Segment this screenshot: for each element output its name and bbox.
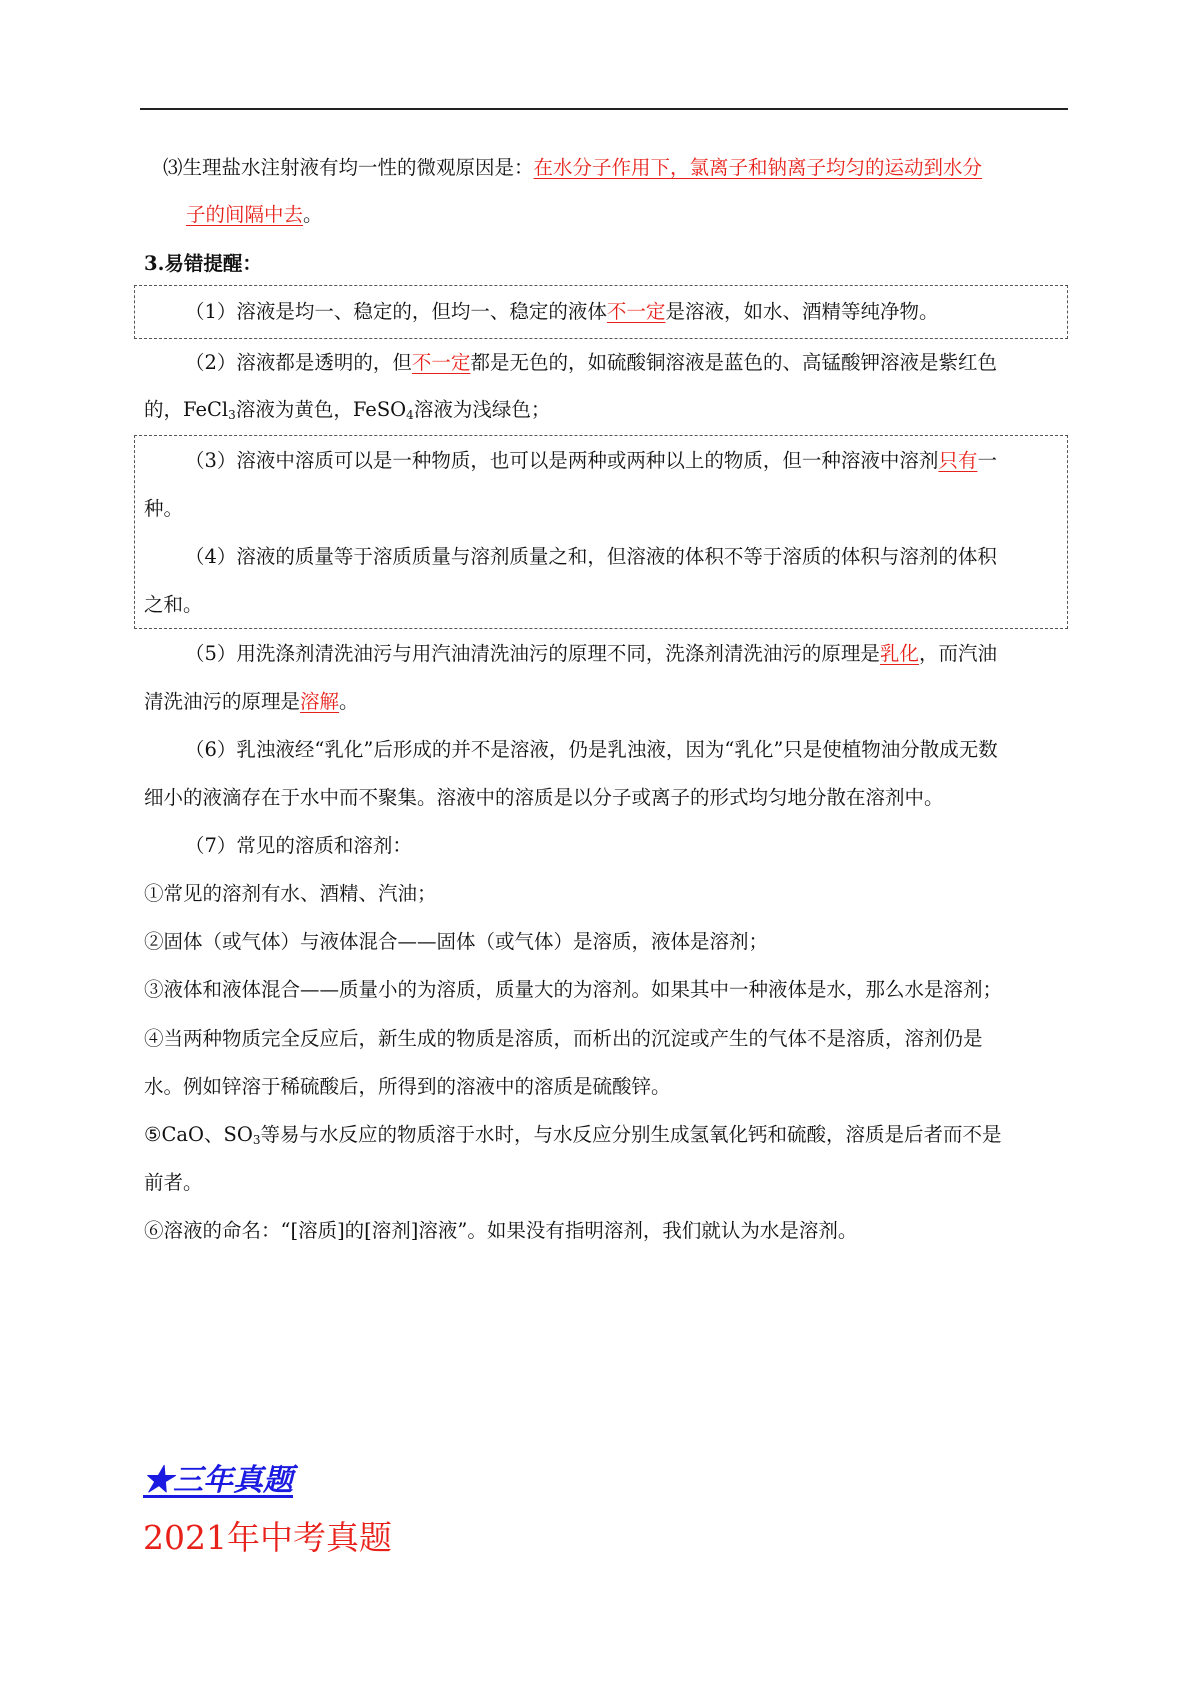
common-item-1: ①常见的溶剂有水、酒精、汽油； (144, 882, 437, 905)
common-item-5-line-1: ⑤CaO、$SO_3$等易与水反应的物质溶于水时，与水反应分别生成氢氧化钙和硫酸，溶质是后者而不是 (144, 1123, 1002, 1147)
tip-5-line-1: （5）用洗涤剂清洗油污与用汽油清洗油污的原理不同，洗涤剂清洗油污的原理是乳化，而汽油 (185, 642, 997, 665)
common-item-4-line-2: 水。例如锌溶于稀硫酸后，所得到的溶液中的溶质是硫酸锌。 (144, 1075, 671, 1098)
common-item-5-line-2: 前者。 (144, 1171, 203, 1194)
paragraph-3-line-1: ⑶生理盐水注射液有均一性的微观原因是：在水分子作用下，氯离子和钠离子均匀的运动到水分 (163, 156, 983, 179)
tip-4-line-2: 之和。 (144, 593, 203, 616)
tip-6-line-2: 细小的液滴存在于水中而不聚集。溶液中的溶质是以分子或离子的形式均匀地分散在溶剂中。 (144, 786, 944, 809)
common-item-3: ③液体和液体混合——质量小的为溶质，质量大的为溶剂。如果其中一种液体是水，那么水是溶剂； (144, 978, 1003, 1001)
common-item-4-line-1: ④当两种物质完全反应后，新生成的物质是溶质，而析出的沉淀或产生的气体不是溶质，溶剂仍是 (144, 1027, 983, 1050)
paragraph-3-line-2: 子的间隔中去。 (186, 203, 323, 226)
tip-1: （1）溶液是均一、稳定的，但均一、稳定的液体不一定是溶液，如水、酒精等纯净物。 (185, 300, 939, 323)
tip-4-line-1: （4）溶液的质量等于溶质质量与溶剂质量之和，但溶液的体积不等于溶质的体积与溶剂的体积 (185, 545, 997, 568)
section-heading-tips: 3.易错提醒： (144, 252, 262, 275)
tip-2-line-1: （2）溶液都是透明的，但不一定都是无色的，如硫酸铜溶液是蓝色的、高锰酸钾溶液是紫红色 (185, 351, 997, 374)
tip-3-line-1: （3）溶液中溶质可以是一种物质，也可以是两种或两种以上的物质，但一种溶液中溶剂只有一 (185, 449, 997, 472)
common-item-6: ⑥溶液的命名：“[溶质]的[溶剂]溶液”。如果没有指明溶剂，我们就认为水是溶剂。 (144, 1219, 858, 1242)
tip-3-line-2: 种。 (144, 497, 184, 520)
header-rule (140, 108, 1068, 110)
tip-7-title: （7）常见的溶质和溶剂： (185, 834, 412, 857)
tip-2-line-2: 的，FeCl$_3$溶液为黄色，FeSO$_4$溶液为浅绿色； (144, 398, 551, 422)
tip-5-line-2: 清洗油污的原理是溶解。 (144, 690, 359, 713)
section-title-three-year-exams: ★三年真题 (143, 1463, 293, 1498)
common-item-2: ②固体（或气体）与液体混合——固体（或气体）是溶质，液体是溶剂； (144, 930, 769, 953)
section-subtitle-2021: 2021年中考真题 (143, 1518, 392, 1557)
tip-6-line-1: （6）乳浊液经“乳化”后形成的并不是溶液，仍是乳浊液，因为“乳化”只是使植物油分散成无数 (185, 738, 998, 761)
